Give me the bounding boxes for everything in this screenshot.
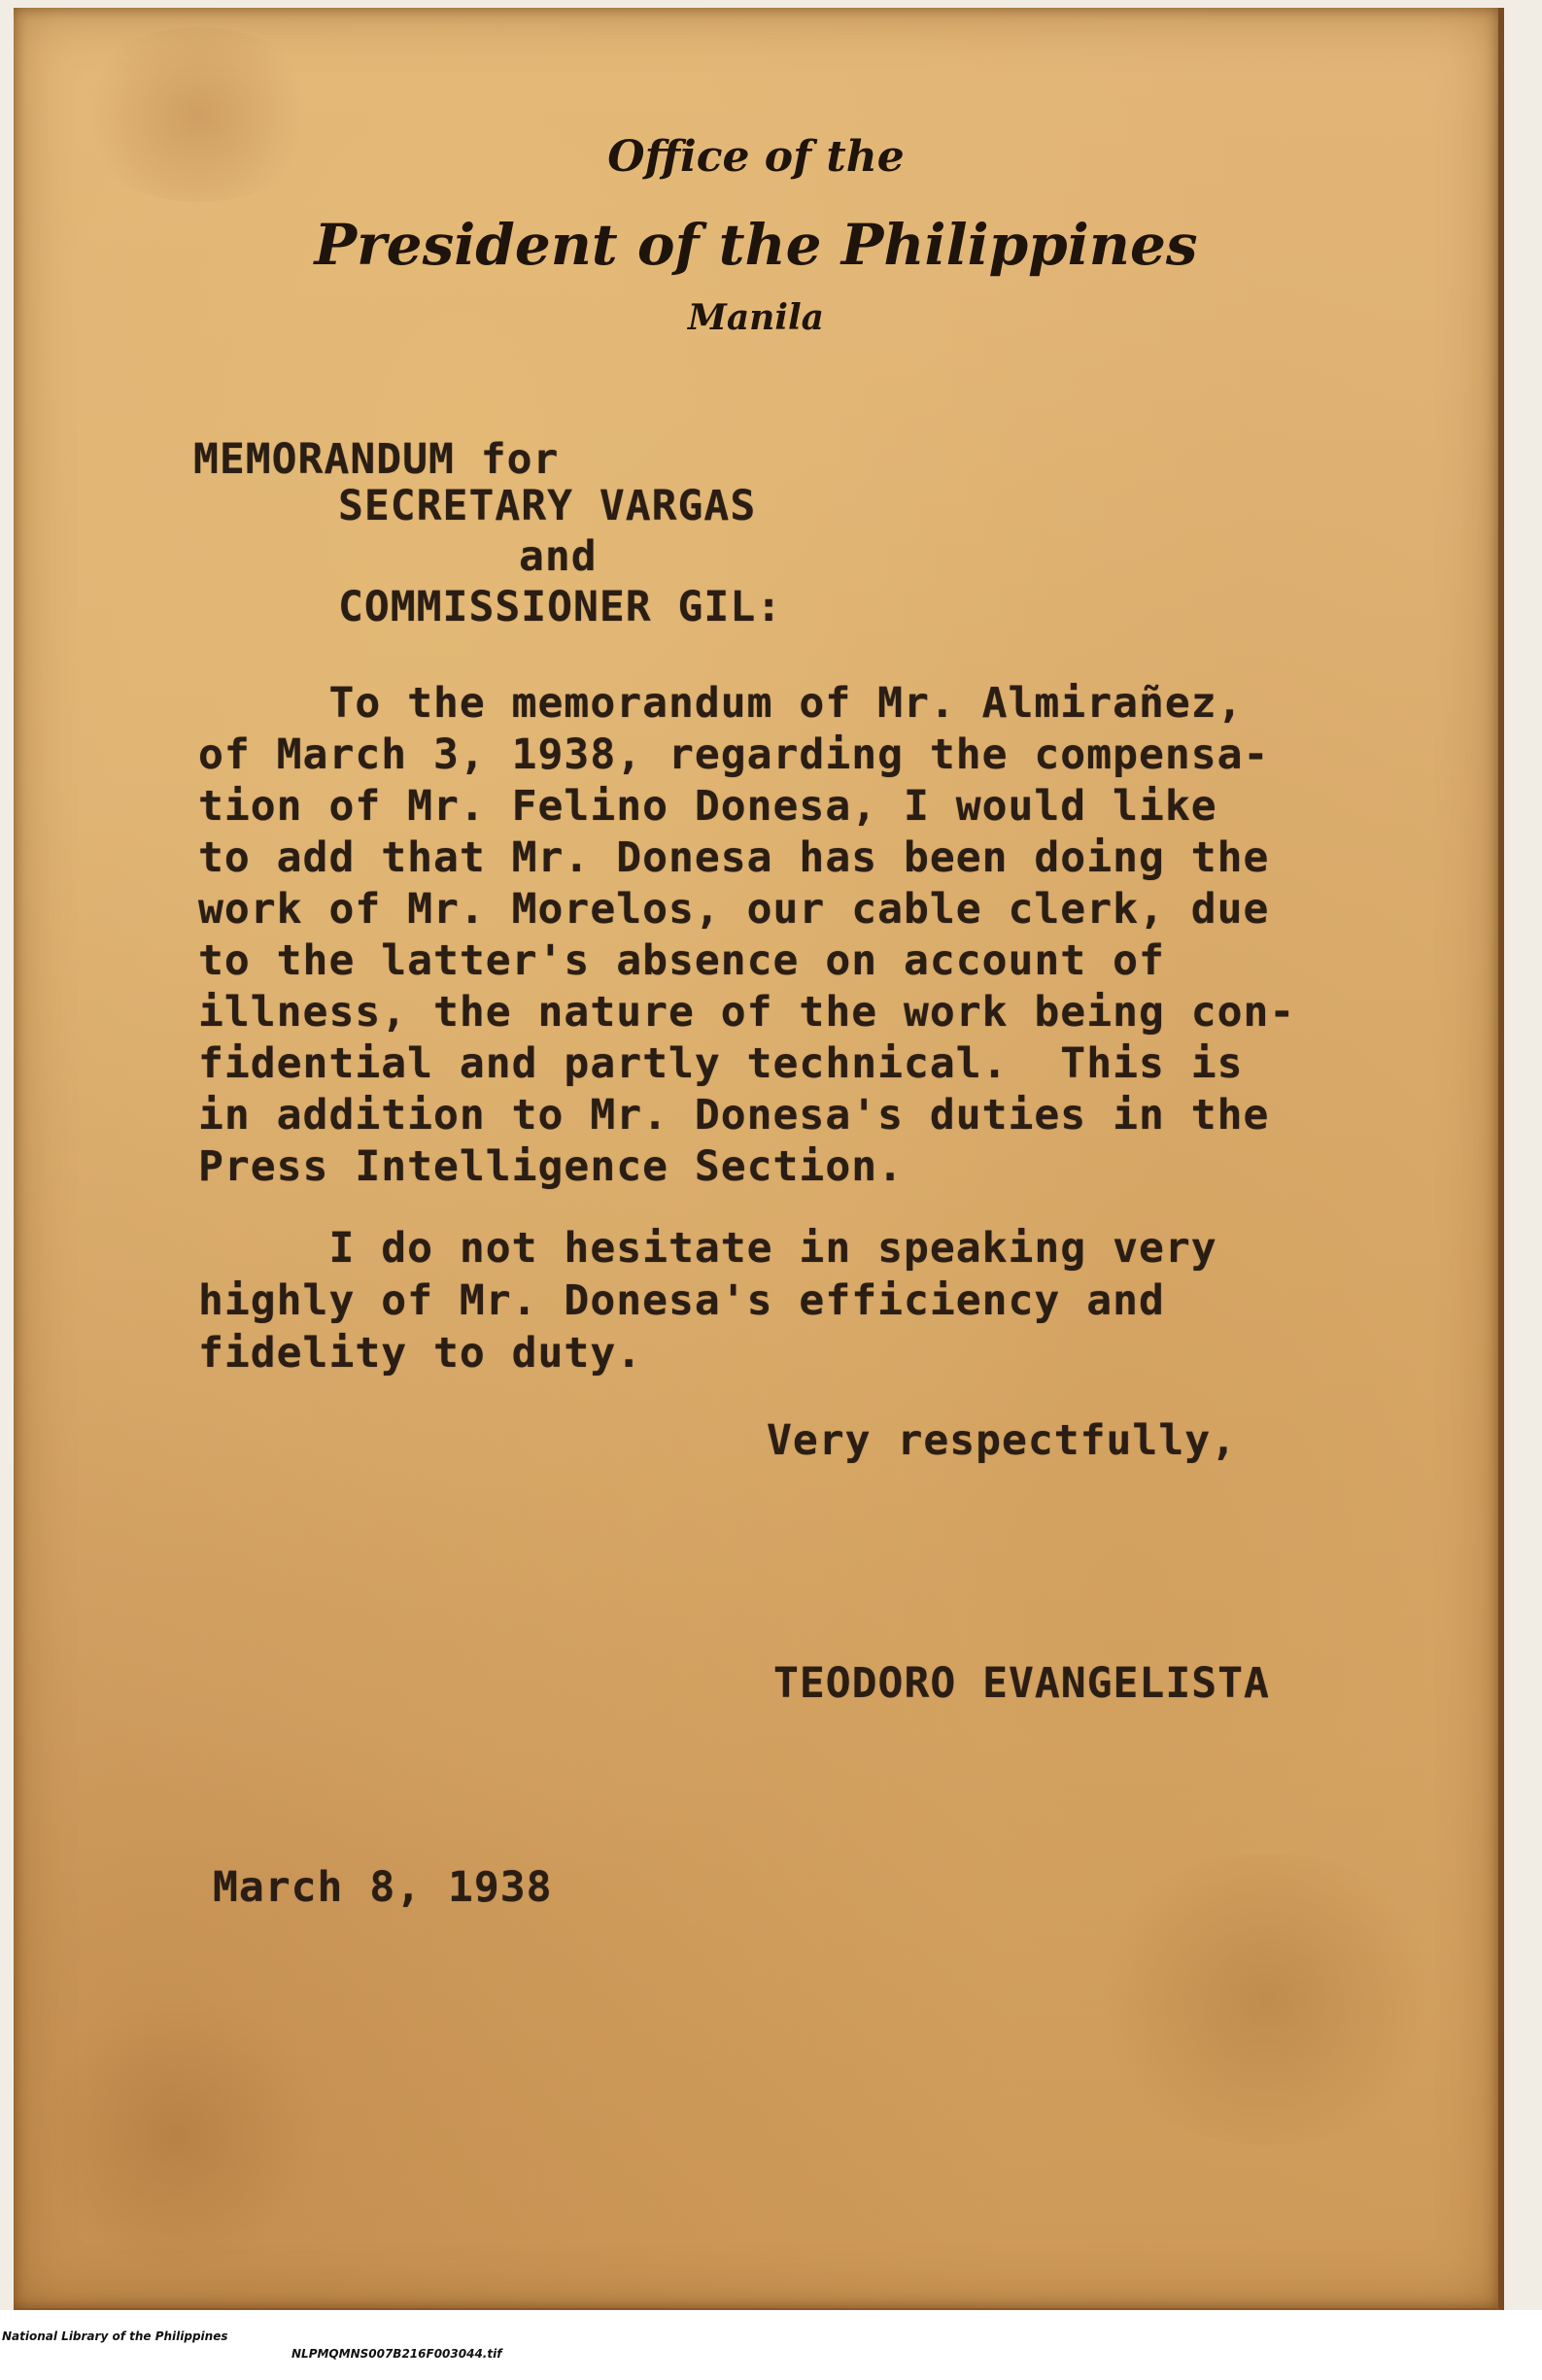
signature-name: TEODORO EVANGELISTA [773, 1659, 1270, 1708]
letterhead-city: Manila [687, 297, 825, 338]
memo-heading: MEMORANDUM for [193, 435, 560, 484]
addressee-commissioner: COMMISSIONER GIL: [338, 583, 783, 631]
letterhead-office: Office of the [607, 132, 905, 182]
memo-date: March 8, 1938 [213, 1863, 553, 1912]
closing-salutation: Very respectfully, [767, 1416, 1237, 1465]
stain [1082, 1853, 1452, 2145]
footer-filename: NLPMQMNS007B216F003044.tif [291, 2347, 502, 2361]
body-paragraph-1: To the memorandum of Mr. Almirañez, of March 3, 1938, regarding the compensa- tion of Mr. Felino Donesa, I would like to add that Mr. Donesa has been doing the work of Mr. Morelos, our cable clerk, due to the latter's absence on account of illness, the nature of the work being con- fidential and partly technical. This is in addition to Mr. Donesa's duties in the Press Intelligence Section. [198, 679, 1296, 1191]
document-paper [14, 8, 1504, 2312]
footer-library: National Library of the Philippines [2, 2329, 228, 2343]
body-paragraph-2: I do not hesitate in speaking very highly of Mr. Donesa's efficiency and fidelity to duty. [198, 1224, 1217, 1377]
stain [33, 1999, 325, 2271]
addressee-secretary: SECRETARY VARGAS [338, 482, 757, 530]
letterhead-president: President of the Philippines [314, 212, 1198, 278]
addressee-conjunction: and [519, 532, 598, 581]
archive-footer [0, 2310, 1542, 2361]
